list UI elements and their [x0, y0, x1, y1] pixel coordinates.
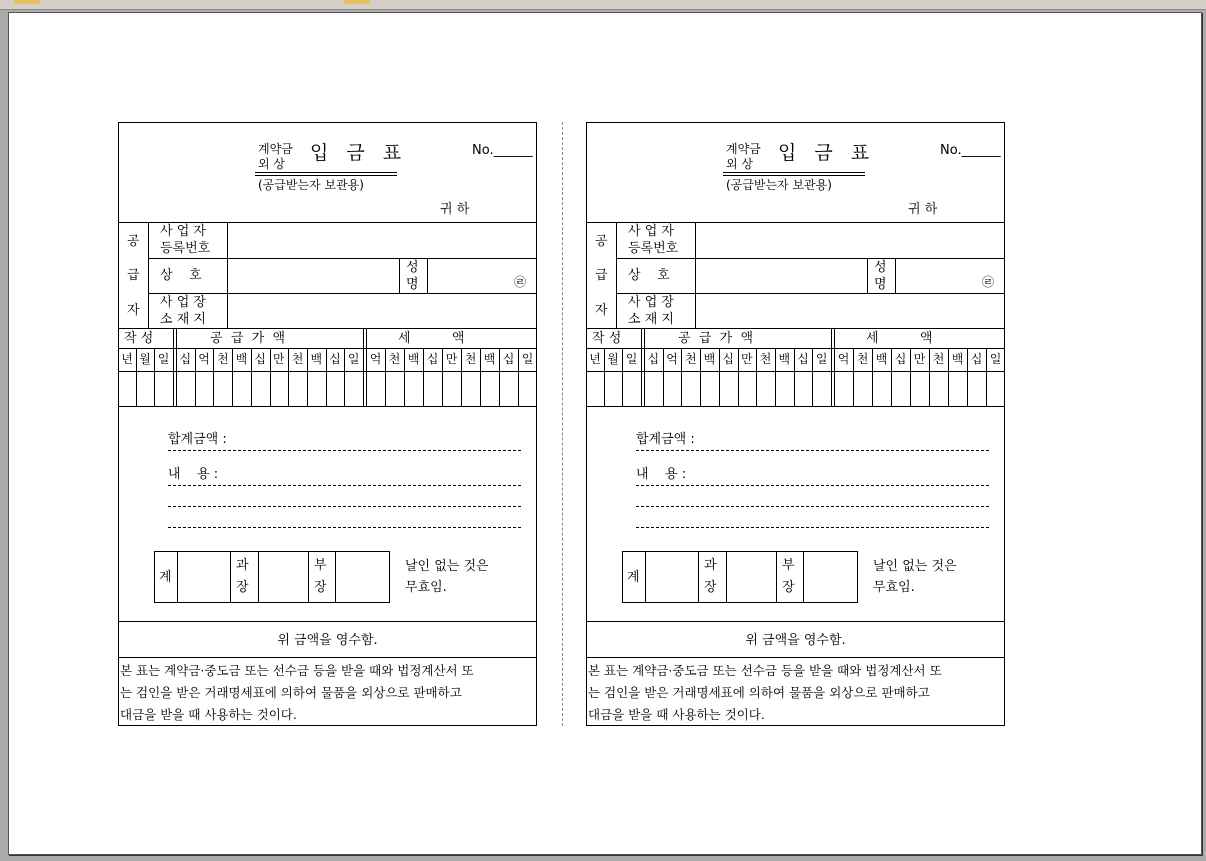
- digit-column-divider: [681, 348, 682, 406]
- approval-staff: 계: [627, 570, 640, 585]
- row-line: [148, 258, 537, 259]
- digit-column-label: 일: [815, 352, 828, 366]
- digit-column-divider: [136, 348, 137, 406]
- title-underline: [255, 175, 397, 176]
- row-line: [586, 348, 1005, 349]
- usage-note: 본 표는 계약금·중도금 또는 선수금 등을 받을 때와 법정계산서 또: [588, 663, 942, 678]
- digit-column-divider: [442, 348, 443, 406]
- digit-column-divider: [176, 348, 177, 406]
- header-written: 작 성: [124, 331, 154, 346]
- digit-column-divider: [812, 348, 813, 406]
- digit-column-divider: [270, 348, 271, 406]
- digit-column-label: 일: [157, 352, 170, 366]
- usage-note: 대금을 받을 때 사용하는 것이다.: [120, 707, 297, 722]
- digit-column-divider: [423, 348, 424, 406]
- row-line: [148, 293, 537, 294]
- digit-column-label: 천: [464, 352, 477, 366]
- col-line: [177, 551, 178, 603]
- digit-column-divider: [986, 348, 987, 406]
- supplier-label: 자: [127, 303, 140, 318]
- digit-column-label: 백: [407, 352, 420, 366]
- col-line: [148, 222, 149, 328]
- company-label: 상 호: [628, 268, 670, 283]
- approval-box: [622, 551, 858, 603]
- digit-column-label: 월: [139, 352, 151, 366]
- address-label: 사 업 장: [160, 295, 206, 310]
- header-tax: 세 액: [398, 331, 465, 346]
- usage-note: 는 검인을 받은 거래명세표에 의하여 물품을 외상으로 판매하고: [588, 685, 930, 700]
- digit-column-divider: [251, 348, 252, 406]
- digit-column-label: 만: [273, 352, 285, 366]
- form-title: 입 금 표: [778, 142, 876, 164]
- row-line: [118, 222, 537, 223]
- digit-column-label: 만: [741, 352, 753, 366]
- digit-column-label: 억: [369, 352, 382, 366]
- digit-column-divider: [756, 348, 757, 406]
- digit-column-divider: [499, 348, 500, 406]
- digit-column-label: 십: [797, 352, 809, 366]
- row-line: [118, 371, 537, 372]
- digit-column-label: 십: [970, 352, 983, 366]
- digit-column-label: 십: [722, 352, 734, 366]
- col-line: [173, 328, 174, 406]
- col-line: [399, 258, 400, 293]
- approval-manager: 장: [236, 580, 249, 595]
- form-number: No.______: [940, 143, 1001, 158]
- receipt-statement: 위 금액을 영수함.: [745, 633, 846, 648]
- form-title: 입 금 표: [310, 142, 408, 164]
- receipt-form: [586, 122, 1005, 726]
- digit-column-label: 백: [235, 352, 248, 366]
- reg-no-label: 사 업 자: [160, 224, 206, 239]
- recipient-suffix: 귀 하: [440, 202, 470, 217]
- total-amount-line: [636, 450, 989, 451]
- name-label: 명: [406, 277, 419, 292]
- digit-column-label: 십: [894, 352, 907, 366]
- digit-column-label: 백: [875, 352, 888, 366]
- header-written: 작 성: [592, 331, 622, 346]
- window-toolbar-strip: [0, 0, 1206, 10]
- digit-column-label: 만: [913, 352, 926, 366]
- digit-column-label: 십: [254, 352, 266, 366]
- digit-column-divider: [872, 348, 873, 406]
- digit-column-label: 십: [647, 352, 660, 366]
- title-small-contract: 계약금: [726, 142, 761, 156]
- approval-director: 부: [782, 558, 795, 573]
- digit-column-label: 억: [837, 352, 850, 366]
- digit-column-label: 억: [198, 352, 210, 366]
- title-underline: [723, 175, 865, 176]
- digit-column-divider: [326, 348, 327, 406]
- col-line: [616, 222, 617, 328]
- title-small-contract: 계약금: [258, 142, 293, 156]
- content-label: 내 용 :: [636, 467, 687, 482]
- stamp-note: 날인 없는 것은: [873, 559, 957, 574]
- row-line: [586, 406, 1005, 407]
- digit-column-divider: [700, 348, 701, 406]
- digit-column-divider: [288, 348, 289, 406]
- name-label: 성: [874, 260, 887, 275]
- digit-column-divider: [738, 348, 739, 406]
- address-label: 사 업 장: [628, 295, 674, 310]
- name-label: 명: [874, 277, 887, 292]
- digit-column-label: 십: [426, 352, 439, 366]
- approval-director: 장: [782, 580, 795, 595]
- header-supply-value: 공 급 가 액: [210, 331, 286, 346]
- content-line: [168, 506, 521, 507]
- reg-no-label: 등록번호: [160, 241, 211, 256]
- digit-column-label: 천: [856, 352, 869, 366]
- digit-column-divider: [967, 348, 968, 406]
- supplier-label: 공: [595, 234, 608, 249]
- digit-column-divider: [834, 348, 835, 406]
- digit-column-label: 천: [291, 352, 304, 366]
- digit-column-divider: [644, 348, 645, 406]
- approval-manager: 과: [236, 558, 249, 573]
- row-line: [118, 328, 537, 329]
- company-label: 상 호: [160, 268, 202, 283]
- title-small-credit: 외 상: [726, 157, 753, 171]
- supplier-label: 공: [127, 234, 140, 249]
- col-line: [230, 551, 231, 603]
- stamp-note: 무효임.: [873, 580, 915, 595]
- digit-column-divider: [154, 348, 155, 406]
- content-line: [636, 485, 989, 486]
- recipient-suffix: 귀 하: [908, 202, 938, 217]
- approval-staff: 계: [159, 570, 172, 585]
- receipt-statement: 위 금액을 영수함.: [277, 633, 378, 648]
- content-line: [168, 485, 521, 486]
- digit-column-divider: [775, 348, 776, 406]
- row-line: [586, 371, 1005, 372]
- row-line: [586, 621, 1005, 622]
- address-label: 소 재 지: [160, 312, 206, 327]
- stamp-note: 무효임.: [405, 580, 447, 595]
- row-line: [118, 621, 537, 622]
- reg-no-label: 등록번호: [628, 241, 679, 256]
- digit-column-label: 천: [684, 352, 697, 366]
- total-amount-line: [168, 450, 521, 451]
- digit-column-divider: [232, 348, 233, 406]
- digit-column-divider: [195, 348, 196, 406]
- row-line: [118, 406, 537, 407]
- digit-column-label: 일: [521, 352, 534, 366]
- col-line: [363, 328, 364, 406]
- header-tax: 세 액: [866, 331, 933, 346]
- col-line: [645, 551, 646, 603]
- col-line: [695, 222, 696, 328]
- col-line: [831, 328, 832, 406]
- digit-column-label: 천: [932, 352, 945, 366]
- col-line: [227, 222, 228, 328]
- digit-column-divider: [794, 348, 795, 406]
- digit-column-label: 천: [759, 352, 772, 366]
- content-label: 내 용 :: [168, 467, 219, 482]
- digit-column-label: 백: [951, 352, 964, 366]
- digit-column-label: 백: [778, 352, 791, 366]
- usage-note: 대금을 받을 때 사용하는 것이다.: [588, 707, 765, 722]
- name-label: 성: [406, 260, 419, 275]
- col-line: [427, 258, 428, 293]
- toolbar-tab-marker: [344, 0, 370, 4]
- form-subtitle: (공급받는자 보관용): [726, 178, 832, 192]
- approval-manager: 과: [704, 558, 717, 573]
- digit-column-divider: [853, 348, 854, 406]
- seal-mark: ㉣: [514, 275, 527, 289]
- cut-line: [562, 122, 563, 726]
- digit-column-divider: [910, 348, 911, 406]
- title-underline: [723, 172, 865, 173]
- approval-director: 부: [314, 558, 327, 573]
- supplier-label: 자: [595, 303, 608, 318]
- row-line: [118, 657, 537, 658]
- digit-column-label: 십: [179, 352, 192, 366]
- digit-column-divider: [307, 348, 308, 406]
- total-amount-label: 합계금액 :: [168, 432, 227, 447]
- digit-column-label: 천: [216, 352, 229, 366]
- digit-column-divider: [891, 348, 892, 406]
- digit-column-divider: [404, 348, 405, 406]
- digit-column-divider: [480, 348, 481, 406]
- digit-column-label: 백: [703, 352, 716, 366]
- supplier-label: 급: [595, 268, 608, 283]
- row-line: [118, 348, 537, 349]
- col-line: [867, 258, 868, 293]
- digit-column-divider: [948, 348, 949, 406]
- digit-column-divider: [344, 348, 345, 406]
- digit-column-label: 십: [329, 352, 341, 366]
- col-line: [776, 551, 777, 603]
- approval-manager: 장: [704, 580, 717, 595]
- digit-column-divider: [366, 348, 367, 406]
- digit-column-divider: [663, 348, 664, 406]
- digit-column-label: 만: [445, 352, 458, 366]
- toolbar-tab-marker: [14, 0, 40, 4]
- reg-no-label: 사 업 자: [628, 224, 674, 239]
- form-number: No.______: [472, 143, 533, 158]
- receipt-form: [118, 122, 537, 726]
- row-line: [586, 657, 1005, 658]
- digit-column-label: 백: [483, 352, 496, 366]
- total-amount-label: 합계금액 :: [636, 432, 695, 447]
- row-line: [586, 222, 1005, 223]
- usage-note: 는 검인을 받은 거래명세표에 의하여 물품을 외상으로 판매하고: [120, 685, 462, 700]
- digit-column-divider: [518, 348, 519, 406]
- col-line: [335, 551, 336, 603]
- col-line: [895, 258, 896, 293]
- digit-column-label: 일: [989, 352, 1002, 366]
- digit-column-label: 일: [625, 352, 638, 366]
- digit-column-label: 일: [347, 352, 360, 366]
- address-label: 소 재 지: [628, 312, 674, 327]
- stamp-note: 날인 없는 것은: [405, 559, 489, 574]
- approval-director: 장: [314, 580, 327, 595]
- seal-mark: ㉣: [982, 275, 995, 289]
- digit-column-label: 월: [607, 352, 619, 366]
- row-line: [616, 293, 1005, 294]
- form-subtitle: (공급받는자 보관용): [258, 178, 364, 192]
- row-line: [586, 328, 1005, 329]
- title-underline: [255, 172, 397, 173]
- digit-column-label: 억: [666, 352, 678, 366]
- digit-column-label: 년: [121, 352, 133, 366]
- usage-note: 본 표는 계약금·중도금 또는 선수금 등을 받을 때와 법정계산서 또: [120, 663, 474, 678]
- digit-column-label: 백: [310, 352, 323, 366]
- content-line: [168, 527, 521, 528]
- col-line: [698, 551, 699, 603]
- digit-column-label: 년: [589, 352, 601, 366]
- header-supply-value: 공 급 가 액: [678, 331, 754, 346]
- digit-column-divider: [719, 348, 720, 406]
- supplier-label: 급: [127, 268, 140, 283]
- digit-column-divider: [385, 348, 386, 406]
- col-line: [803, 551, 804, 603]
- row-line: [616, 258, 1005, 259]
- col-line: [726, 551, 727, 603]
- col-line: [258, 551, 259, 603]
- col-line: [308, 551, 309, 603]
- digit-column-divider: [604, 348, 605, 406]
- content-line: [636, 506, 989, 507]
- digit-column-divider: [929, 348, 930, 406]
- col-line: [641, 328, 642, 406]
- digit-column-divider: [461, 348, 462, 406]
- digit-column-divider: [622, 348, 623, 406]
- digit-column-label: 십: [502, 352, 515, 366]
- approval-box: [154, 551, 390, 603]
- digit-column-divider: [213, 348, 214, 406]
- digit-column-label: 천: [388, 352, 401, 366]
- content-line: [636, 527, 989, 528]
- title-small-credit: 외 상: [258, 157, 285, 171]
